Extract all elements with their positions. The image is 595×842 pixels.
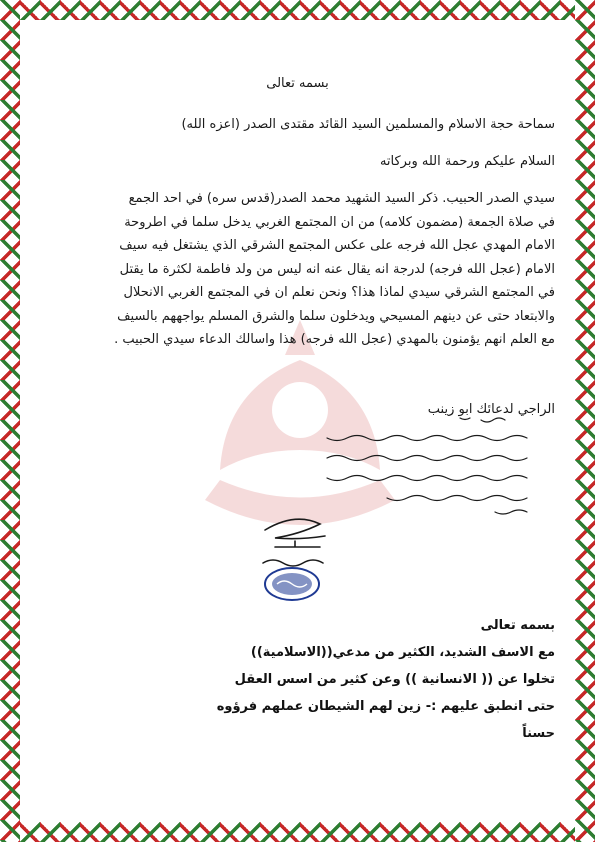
decorative-border-left	[0, 0, 20, 842]
letter-paragraph-line: في صلاة الجمعة (مضمون كلامه) من ان المجتمع الغربي يدخل سلما في اطروحة	[124, 214, 555, 230]
handwritten-reply-image	[255, 408, 535, 516]
decorative-border-top	[0, 0, 595, 20]
letter-addressee: سماحة حجة الاسلام والمسلمين السيد القائد مقتدى الصدر (اعزه الله)	[181, 117, 555, 132]
letter-paragraph-line: الامام (عجل الله فرجه) لدرجة انه يقال عنه انه ليس من ولد فاطمة لكثرة ما يقتل	[119, 261, 555, 277]
reply-line: مع الاسف الشديد، الكثير من مدعي((الاسلامية))	[250, 645, 555, 660]
letter-signature: الراجي لدعائك ابو زينب	[427, 402, 555, 417]
typed-reply	[75, 612, 555, 747]
reply-line: حتى انطبق عليهم :- زين لهم الشيطان عملهم فرؤوه	[216, 699, 555, 714]
letter-paragraph-line: سيدي الصدر الحبيب. ذكر السيد الشهيد محمد الصدر(قدس سره) في احد الجمع	[128, 191, 555, 206]
reply-heading: بسمه تعالى	[480, 618, 555, 633]
letter-paragraph-line: مع العلم انهم يؤمنون بالمهدي (عجل الله فرجه) هذا واسالك الدعاء سيدي الحبيب .	[114, 332, 555, 347]
reply-line: حسناً	[522, 726, 555, 741]
letter-heading: بسمه تعالى	[266, 76, 329, 91]
decorative-border-right	[575, 0, 595, 842]
letter-greeting: السلام عليكم ورحمة الله وبركاته	[379, 154, 555, 169]
official-stamp-icon	[262, 565, 322, 603]
letter-body	[40, 60, 555, 352]
letter-paragraph-line: في المجتمع الشرقي سيدي لماذا هذا؟ ونحن نعلم ان في المجتمع الغربي الانحلال	[123, 285, 555, 300]
reply-line: تخلوا عن (( الانسانية )) وعن كثير من اسس العقل	[234, 672, 555, 687]
decorative-border-bottom	[0, 822, 595, 842]
letter-paragraph-line: الامام المهدي عجل الله فرجه على عكس المجتمع الشرقي الذي يشتغل فيه سيف	[119, 238, 555, 253]
letter-paragraph-line: والابتعاد حتى عن دينهم المسيحي ويدخلون سلما والشرق المسلم يواجههم بالسيف	[117, 308, 555, 324]
